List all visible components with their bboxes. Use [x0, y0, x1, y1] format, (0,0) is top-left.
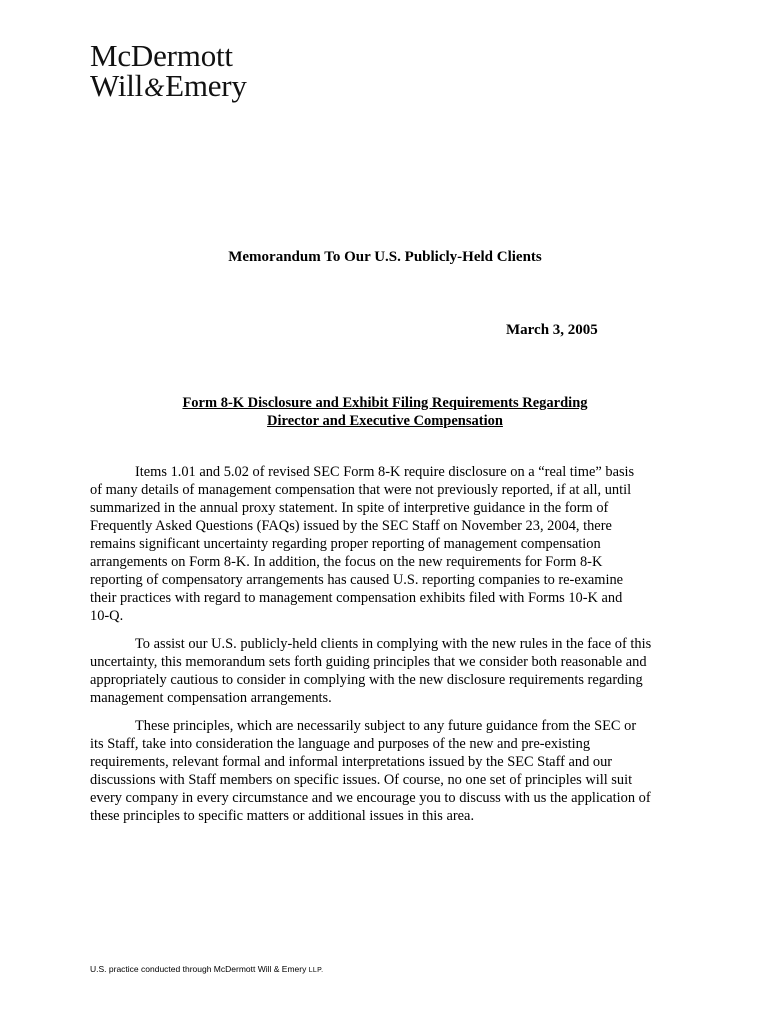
paragraph-line: Items 1.01 and 5.02 of revised SEC Form 8-K require disclosure on a “real time” basis	[135, 464, 635, 480]
paragraph-1	[90, 463, 684, 625]
paragraph-2	[90, 635, 684, 707]
paragraph-line: every company in every circumstance and we encourage you to discuss with us the application of	[90, 790, 651, 806]
paragraph-line: of many details of management compensation that were not previously reported, if at all, until	[90, 482, 632, 498]
footer-text: U.S. practice conducted through McDermott Will & Emery	[90, 964, 309, 974]
memo-title: Memorandum To Our U.S. Publicly-Held Clients	[228, 249, 542, 265]
paragraph-line: requirements, relevant formal and informal interpretations issued by the SEC Staff and our	[90, 754, 613, 770]
paragraph-line: appropriately cautious to consider in complying with the new disclosure requirements regarding	[90, 672, 643, 688]
paragraph-line: summarized in the annual proxy statement. In spite of interpretive guidance in the form of	[90, 500, 609, 516]
paragraph-line: 10-Q.	[90, 608, 124, 624]
paragraph-line: Frequently Asked Questions (FAQs) issued by the SEC Staff on November 23, 2004, there	[90, 518, 612, 534]
paragraph-line: uncertainty, this memorandum sets forth guiding principles that we consider both reasonable and	[90, 654, 647, 670]
page-footer	[90, 964, 323, 976]
paragraph-3	[90, 717, 684, 825]
paragraph-line: their practices with regard to management compensation exhibits filed with Forms 10-K and	[90, 590, 623, 606]
memo-body	[90, 463, 684, 835]
paragraph-line: discussions with Staff members on specific issues. Of course, no one set of principles will suit	[90, 772, 633, 788]
logo-will: Will	[90, 68, 144, 103]
logo-line-1: McDermott	[90, 38, 233, 73]
logo-line-2	[90, 68, 247, 103]
logo-ampersand: &	[144, 73, 165, 102]
paragraph-line: reporting of compensatory arrangements has caused U.S. reporting companies to re-examine	[90, 572, 624, 588]
paragraph-line: its Staff, take into consideration the language and purposes of the new and pre-existing	[90, 736, 591, 752]
paragraph-line: These principles, which are necessarily subject to any future guidance from the SEC or	[135, 718, 637, 734]
paragraph-line: remains significant uncertainty regarding proper reporting of management compensation	[90, 536, 601, 552]
footer-llp: LLP.	[308, 967, 324, 974]
paragraph-line: To assist our U.S. publicly-held clients in complying with the new rules in the face of this	[135, 636, 652, 652]
memo-date: March 3, 2005	[506, 322, 598, 338]
paragraph-line: arrangements on Form 8-K. In addition, the focus on the new requirements for Form 8-K	[90, 554, 603, 570]
paragraph-line: these principles to specific matters or additional issues in this area.	[90, 808, 475, 824]
logo-emery: Emery	[165, 68, 247, 103]
firm-logo	[90, 38, 247, 103]
subject-line-1: Form 8-K Disclosure and Exhibit Filing Requirements Regarding	[182, 395, 588, 411]
memo-subject	[0, 394, 770, 430]
paragraph-line: management compensation arrangements.	[90, 690, 332, 706]
subject-line-2: Director and Executive Compensation	[267, 413, 503, 429]
